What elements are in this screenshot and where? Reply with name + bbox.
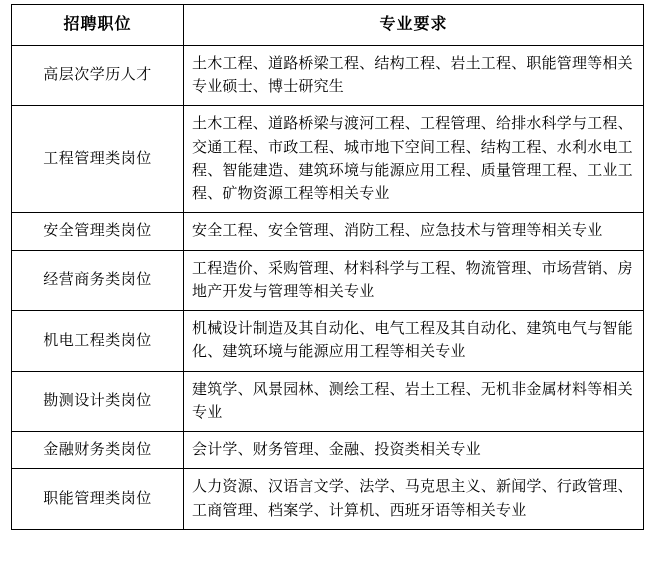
table-row — [12, 469, 644, 530]
table-body — [12, 45, 644, 529]
table-header-row — [12, 5, 644, 46]
cell-position-category: 职能管理类岗位 — [12, 469, 184, 530]
table-row — [12, 432, 644, 469]
cell-major-requirement: 机械设计制造及其自动化、电气工程及其自动化、建筑电气与智能化、建筑环境与能源应用工程等相关专业 — [184, 311, 644, 372]
cell-major-requirement: 土木工程、道路桥梁与渡河工程、工程管理、给排水科学与工程、交通工程、市政工程、城市地下空间工程、结构工程、水利水电工程、智能建造、建筑环境与能源应用工程、质量管理工程、工业工程、矿物资源工程等相关专业 — [184, 106, 644, 213]
cell-major-requirement: 人力资源、汉语言文学、法学、马克思主义、新闻学、行政管理、工商管理、档案学、计算机、西班牙语等相关专业 — [184, 469, 644, 530]
cell-major-requirement: 土木工程、道路桥梁工程、结构工程、岩土工程、职能管理等相关专业硕士、博士研究生 — [184, 45, 644, 106]
cell-position-category: 经营商务类岗位 — [12, 250, 184, 311]
table-row — [12, 311, 644, 372]
table-row — [12, 250, 644, 311]
table-row — [12, 371, 644, 432]
column-header-position: 招聘职位 — [12, 5, 184, 46]
cell-position-category: 安全管理类岗位 — [12, 213, 184, 250]
document-page — [0, 4, 657, 572]
recruitment-requirements-table — [11, 4, 644, 530]
cell-major-requirement: 安全工程、安全管理、消防工程、应急技术与管理等相关专业 — [184, 213, 644, 250]
cell-major-requirement: 会计学、财务管理、金融、投资类相关专业 — [184, 432, 644, 469]
cell-major-requirement: 建筑学、风景园林、测绘工程、岩土工程、无机非金属材料等相关专业 — [184, 371, 644, 432]
table-row — [12, 45, 644, 106]
table-row — [12, 106, 644, 213]
cell-position-category: 高层次学历人才 — [12, 45, 184, 106]
cell-major-requirement: 工程造价、采购管理、材料科学与工程、物流管理、市场营销、房地产开发与管理等相关专业 — [184, 250, 644, 311]
cell-position-category: 工程管理类岗位 — [12, 106, 184, 213]
cell-position-category: 勘测设计类岗位 — [12, 371, 184, 432]
cell-position-category: 金融财务类岗位 — [12, 432, 184, 469]
cell-position-category: 机电工程类岗位 — [12, 311, 184, 372]
table-header — [12, 5, 644, 46]
column-header-major: 专业要求 — [184, 5, 644, 46]
table-row — [12, 213, 644, 250]
